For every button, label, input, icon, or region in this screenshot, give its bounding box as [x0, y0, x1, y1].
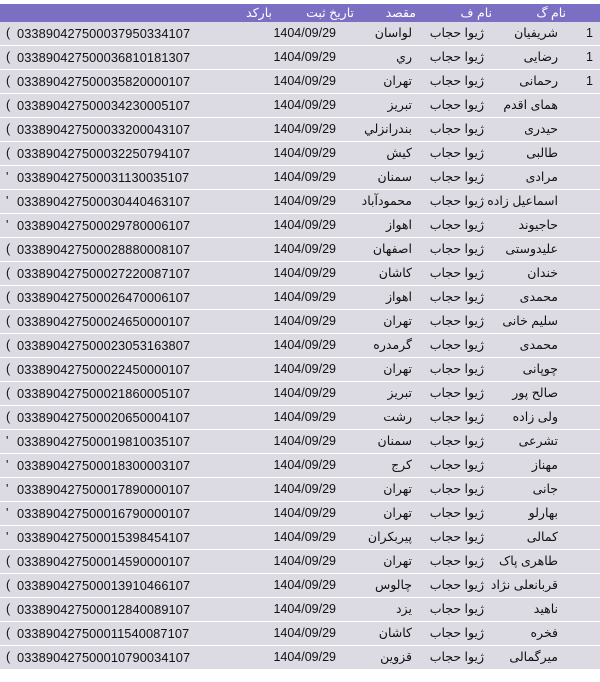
- cell-last-name[interactable]: حیدری: [524, 122, 558, 136]
- table-row[interactable]: [0, 214, 600, 238]
- cell-reg-date[interactable]: 1404/09/29: [273, 50, 336, 64]
- cell-reg-date[interactable]: 1404/09/29: [273, 650, 336, 664]
- cell-right-fragment[interactable]: [586, 166, 600, 189]
- cell-destination[interactable]: کاشان: [378, 626, 412, 640]
- table-row[interactable]: [0, 142, 600, 166]
- cell-reg-date[interactable]: 1404/09/29: [273, 434, 336, 448]
- cell-destination[interactable]: یزد: [396, 602, 412, 616]
- cell-destination[interactable]: بندرانزلي: [364, 122, 412, 136]
- cell-destination[interactable]: اهواز: [385, 218, 412, 232]
- table-row[interactable]: [0, 94, 600, 118]
- cell-barcode[interactable]: 033890427500027220087107: [17, 266, 191, 281]
- cell-reg-date[interactable]: 1404/09/29: [273, 410, 336, 424]
- cell-edge-fragment[interactable]: ': [6, 530, 9, 544]
- cell-barcode[interactable]: 033890427500036810181307: [17, 50, 191, 65]
- cell-destination[interactable]: تهران: [383, 506, 412, 520]
- cell-reg-date[interactable]: 1404/09/29: [273, 530, 336, 544]
- cell-edge-fragment[interactable]: (: [6, 314, 11, 328]
- cell-first-name[interactable]: ژیوا حجاب: [429, 458, 484, 472]
- cell-right-fragment[interactable]: [586, 406, 600, 429]
- cell-last-name[interactable]: ناهید: [533, 602, 558, 616]
- cell-reg-date[interactable]: 1404/09/29: [273, 242, 336, 256]
- cell-first-name[interactable]: ژیوا حجاب: [429, 386, 484, 400]
- cell-edge-fragment[interactable]: (: [6, 26, 11, 40]
- cell-first-name[interactable]: ژیوا حجاب: [429, 362, 484, 376]
- cell-right-fragment[interactable]: [586, 94, 600, 117]
- cell-last-name[interactable]: حاجیوند: [518, 218, 558, 232]
- cell-edge-fragment[interactable]: ': [6, 434, 9, 448]
- cell-destination[interactable]: پیربکران: [367, 530, 412, 544]
- cell-barcode[interactable]: 033890427500026470006107: [17, 290, 191, 305]
- cell-right-fragment[interactable]: [586, 646, 600, 669]
- table-row[interactable]: [0, 286, 600, 310]
- cell-edge-fragment[interactable]: (: [6, 410, 11, 424]
- cell-right-fragment[interactable]: [586, 214, 600, 237]
- cell-reg-date[interactable]: 1404/09/29: [273, 482, 336, 496]
- cell-right-fragment[interactable]: [586, 334, 600, 357]
- cell-barcode[interactable]: 033890427500017890000107: [17, 482, 191, 497]
- cell-first-name[interactable]: ژیوا حجاب: [429, 146, 484, 160]
- table-row[interactable]: [0, 46, 600, 70]
- cell-first-name[interactable]: ژیوا حجاب: [429, 290, 484, 304]
- cell-last-name[interactable]: علیدوستی: [505, 242, 558, 256]
- cell-edge-fragment[interactable]: ': [6, 506, 9, 520]
- cell-right-fragment[interactable]: [586, 574, 600, 597]
- cell-last-name[interactable]: جانی: [532, 482, 558, 496]
- cell-right-fragment[interactable]: [586, 238, 600, 261]
- cell-reg-date[interactable]: 1404/09/29: [273, 554, 336, 568]
- cell-edge-fragment[interactable]: (: [6, 362, 11, 376]
- cell-destination[interactable]: قزوین: [380, 650, 412, 664]
- table-body: [0, 22, 600, 670]
- cell-right-fragment[interactable]: [586, 262, 600, 285]
- cell-first-name[interactable]: ژیوا حجاب: [429, 410, 484, 424]
- cell-reg-date[interactable]: 1404/09/29: [273, 338, 336, 352]
- table-header: [0, 4, 600, 22]
- cell-barcode[interactable]: 033890427500023053163807: [17, 338, 191, 353]
- cell-edge-fragment[interactable]: (: [6, 74, 11, 88]
- cell-first-name[interactable]: ژیوا حجاب: [429, 482, 484, 496]
- cell-edge-fragment[interactable]: (: [6, 146, 11, 160]
- cell-last-name[interactable]: محمدی: [519, 290, 558, 304]
- cell-right-fragment[interactable]: [586, 598, 600, 621]
- cell-destination[interactable]: سمنان: [377, 434, 412, 448]
- cell-barcode[interactable]: 033890427500028880008107: [17, 242, 191, 257]
- cell-barcode[interactable]: 033890427500029780006107: [17, 218, 191, 233]
- cell-destination[interactable]: تبریز: [387, 386, 412, 400]
- cell-right-fragment[interactable]: [586, 430, 600, 453]
- cell-last-name[interactable]: فخره: [530, 626, 558, 640]
- cell-edge-fragment[interactable]: (: [6, 554, 11, 568]
- cell-destination[interactable]: تهران: [383, 362, 412, 376]
- cell-first-name[interactable]: ژیوا حجاب: [429, 170, 484, 184]
- table-row[interactable]: [0, 526, 600, 550]
- cell-edge-fragment[interactable]: (: [6, 290, 11, 304]
- table-row[interactable]: [0, 118, 600, 142]
- cell-barcode[interactable]: 033890427500034230005107: [17, 98, 191, 113]
- header-first-name[interactable]: نام ف: [460, 6, 492, 20]
- table-row[interactable]: [0, 502, 600, 526]
- cell-right-fragment[interactable]: [586, 622, 600, 645]
- cell-first-name[interactable]: ژیوا حجاب: [429, 602, 484, 616]
- table-row[interactable]: [0, 190, 600, 214]
- table-row[interactable]: [0, 238, 600, 262]
- cell-last-name[interactable]: قربانعلی نژاد: [490, 578, 558, 592]
- cell-reg-date[interactable]: 1404/09/29: [273, 386, 336, 400]
- cell-barcode[interactable]: 033890427500018300003107: [17, 458, 191, 473]
- cell-edge-fragment[interactable]: (: [6, 626, 11, 640]
- table-row[interactable]: [0, 334, 600, 358]
- cell-destination[interactable]: کرج: [391, 458, 412, 472]
- header-destination[interactable]: مقصد: [385, 6, 416, 20]
- table-row[interactable]: [0, 430, 600, 454]
- cell-first-name[interactable]: ژیوا حجاب: [429, 26, 484, 40]
- cell-barcode[interactable]: 033890427500011540087107: [17, 626, 190, 641]
- cell-barcode[interactable]: 033890427500032250794107: [17, 146, 191, 161]
- cell-edge-fragment[interactable]: (: [6, 338, 11, 352]
- cell-barcode[interactable]: 033890427500031130035107: [17, 170, 190, 185]
- cell-right-fragment[interactable]: [586, 382, 600, 405]
- cell-right-fragment[interactable]: [586, 478, 600, 501]
- cell-first-name[interactable]: ژیوا حجاب: [429, 50, 484, 64]
- cell-reg-date[interactable]: 1404/09/29: [273, 194, 336, 208]
- table-row[interactable]: [0, 454, 600, 478]
- cell-edge-fragment[interactable]: ': [6, 458, 9, 472]
- cell-reg-date[interactable]: 1404/09/29: [273, 626, 336, 640]
- cell-last-name[interactable]: صالح پور: [512, 386, 558, 400]
- table-row[interactable]: [0, 358, 600, 382]
- cell-barcode[interactable]: 033890427500021860005107: [17, 386, 191, 401]
- cell-reg-date[interactable]: 1404/09/29: [273, 458, 336, 472]
- cell-reg-date[interactable]: 1404/09/29: [273, 98, 336, 112]
- cell-last-name[interactable]: طالبی: [526, 146, 558, 160]
- table-row[interactable]: [0, 598, 600, 622]
- cell-barcode[interactable]: 033890427500015398454107: [17, 530, 191, 545]
- cell-destination[interactable]: اهواز: [385, 290, 412, 304]
- cell-reg-date[interactable]: 1404/09/29: [273, 122, 336, 136]
- cell-last-name[interactable]: مهناز: [531, 458, 558, 472]
- cell-right-fragment[interactable]: [586, 550, 600, 573]
- cell-destination[interactable]: ري: [396, 50, 412, 64]
- cell-barcode[interactable]: 033890427500012840089107: [17, 602, 191, 617]
- cell-barcode[interactable]: 033890427500037950334107: [17, 26, 191, 41]
- cell-reg-date[interactable]: 1404/09/29: [273, 290, 336, 304]
- cell-first-name[interactable]: ژیوا حجاب: [429, 578, 484, 592]
- cell-reg-date[interactable]: 1404/09/29: [273, 506, 336, 520]
- cell-barcode[interactable]: 033890427500014590000107: [17, 554, 191, 569]
- cell-barcode[interactable]: 033890427500020650004107: [17, 410, 191, 425]
- cell-destination[interactable]: تبریز: [387, 98, 412, 112]
- table-row[interactable]: [0, 70, 600, 94]
- cell-edge-fragment[interactable]: (: [6, 578, 11, 592]
- cell-barcode[interactable]: 033890427500010790034107: [17, 650, 191, 665]
- cell-first-name[interactable]: ژیوا حجاب: [429, 194, 484, 208]
- cell-first-name[interactable]: ژیوا حجاب: [429, 98, 484, 112]
- cell-edge-fragment[interactable]: (: [6, 98, 11, 112]
- cell-reg-date[interactable]: 1404/09/29: [273, 74, 336, 88]
- cell-right-fragment[interactable]: [586, 190, 600, 213]
- cell-last-name[interactable]: تشرعی: [518, 434, 558, 448]
- cell-destination[interactable]: تهران: [383, 314, 412, 328]
- cell-reg-date[interactable]: 1404/09/29: [273, 602, 336, 616]
- cell-right-fragment[interactable]: [586, 454, 600, 477]
- cell-destination[interactable]: محمودآباد: [361, 194, 412, 208]
- cell-last-name[interactable]: ولی زاده: [512, 410, 558, 424]
- cell-edge-fragment[interactable]: (: [6, 50, 11, 64]
- cell-last-name[interactable]: چوپانی: [522, 362, 558, 376]
- cell-reg-date[interactable]: 1404/09/29: [273, 218, 336, 232]
- cell-barcode[interactable]: 033890427500013910466107: [17, 578, 191, 593]
- cell-first-name[interactable]: ژیوا حجاب: [429, 506, 484, 520]
- cell-first-name[interactable]: ژیوا حجاب: [429, 314, 484, 328]
- table-row[interactable]: [0, 646, 600, 670]
- cell-reg-date[interactable]: 1404/09/29: [273, 26, 336, 40]
- table-row[interactable]: [0, 262, 600, 286]
- cell-edge-fragment[interactable]: ': [6, 170, 9, 184]
- cell-right-fragment[interactable]: [586, 118, 600, 141]
- table-row[interactable]: [0, 382, 600, 406]
- cell-destination[interactable]: تهران: [383, 554, 412, 568]
- cell-first-name[interactable]: ژیوا حجاب: [429, 554, 484, 568]
- cell-edge-fragment[interactable]: ': [6, 482, 9, 496]
- cell-destination[interactable]: رشت: [383, 410, 412, 424]
- cell-first-name[interactable]: ژیوا حجاب: [429, 266, 484, 280]
- header-last-name[interactable]: نام گ: [536, 6, 566, 20]
- table-row[interactable]: [0, 574, 600, 598]
- cell-first-name[interactable]: ژیوا حجاب: [429, 242, 484, 256]
- cell-last-name[interactable]: طاهری پاک: [499, 554, 558, 568]
- cell-last-name[interactable]: میرگمالی: [509, 650, 558, 664]
- cell-last-name[interactable]: بهارلو: [528, 506, 558, 520]
- cell-edge-fragment[interactable]: (: [6, 122, 11, 136]
- cell-reg-date[interactable]: 1404/09/29: [273, 146, 336, 160]
- cell-first-name[interactable]: ژیوا حجاب: [429, 122, 484, 136]
- cell-destination[interactable]: اصفهان: [372, 242, 412, 256]
- shipment-table: [0, 4, 600, 670]
- cell-destination[interactable]: گرمدره: [373, 338, 412, 352]
- cell-first-name[interactable]: ژیوا حجاب: [429, 338, 484, 352]
- table-row[interactable]: [0, 550, 600, 574]
- cell-destination[interactable]: تهران: [383, 74, 412, 88]
- cell-last-name[interactable]: محمدی: [519, 338, 558, 352]
- cell-right-fragment[interactable]: 1: [586, 74, 593, 88]
- cell-barcode[interactable]: 033890427500030440463107: [17, 194, 191, 209]
- cell-destination[interactable]: سمنان: [377, 170, 412, 184]
- cell-last-name[interactable]: اسماعیل زاده: [487, 194, 558, 208]
- cell-right-fragment[interactable]: [586, 526, 600, 549]
- table-row[interactable]: [0, 406, 600, 430]
- cell-first-name[interactable]: ژیوا حجاب: [429, 626, 484, 640]
- cell-edge-fragment[interactable]: (: [6, 242, 11, 256]
- table-row[interactable]: [0, 166, 600, 190]
- table-row[interactable]: [0, 622, 600, 646]
- cell-first-name[interactable]: ژیوا حجاب: [429, 530, 484, 544]
- cell-barcode[interactable]: 033890427500024650000107: [17, 314, 191, 329]
- cell-right-fragment[interactable]: [586, 358, 600, 381]
- cell-first-name[interactable]: ژیوا حجاب: [429, 650, 484, 664]
- cell-right-fragment[interactable]: [586, 142, 600, 165]
- header-barcode[interactable]: بارکد: [246, 6, 272, 20]
- cell-right-fragment[interactable]: 1: [586, 50, 593, 64]
- cell-destination[interactable]: کاشان: [378, 266, 412, 280]
- cell-barcode[interactable]: 033890427500016790000107: [17, 506, 191, 521]
- cell-first-name[interactable]: ژیوا حجاب: [429, 74, 484, 88]
- cell-edge-fragment[interactable]: ': [6, 218, 9, 232]
- cell-last-name[interactable]: خندان: [527, 266, 558, 280]
- cell-first-name[interactable]: ژیوا حجاب: [429, 434, 484, 448]
- table-row[interactable]: [0, 310, 600, 334]
- cell-right-fragment[interactable]: [586, 286, 600, 309]
- cell-first-name[interactable]: ژیوا حجاب: [429, 218, 484, 232]
- cell-reg-date[interactable]: 1404/09/29: [273, 578, 336, 592]
- cell-barcode[interactable]: 033890427500033200043107: [17, 122, 191, 137]
- cell-reg-date[interactable]: 1404/09/29: [273, 266, 336, 280]
- cell-barcode[interactable]: 033890427500019810035107: [17, 434, 191, 449]
- header-reg-date[interactable]: تاریخ ثبت: [306, 6, 354, 20]
- cell-destination[interactable]: چالوس: [374, 578, 412, 592]
- cell-destination[interactable]: لواسان: [374, 26, 412, 40]
- table-row[interactable]: [0, 22, 600, 46]
- table-row[interactable]: [0, 478, 600, 502]
- cell-reg-date[interactable]: 1404/09/29: [273, 314, 336, 328]
- cell-last-name[interactable]: مرادی: [525, 170, 558, 184]
- cell-last-name[interactable]: رضایی: [523, 50, 558, 64]
- cell-edge-fragment[interactable]: ': [6, 194, 9, 208]
- cell-destination[interactable]: تهران: [383, 482, 412, 496]
- cell-right-fragment[interactable]: 1: [586, 26, 593, 40]
- cell-destination[interactable]: کیش: [386, 146, 412, 160]
- cell-right-fragment[interactable]: [586, 502, 600, 525]
- cell-reg-date[interactable]: 1404/09/29: [273, 170, 336, 184]
- cell-edge-fragment[interactable]: (: [6, 386, 11, 400]
- cell-edge-fragment[interactable]: (: [6, 650, 11, 664]
- cell-edge-fragment[interactable]: (: [6, 602, 11, 616]
- cell-last-name[interactable]: سلیم خانی: [502, 314, 558, 328]
- cell-last-name[interactable]: رحمانی: [519, 74, 558, 88]
- cell-last-name[interactable]: همای اقدم: [503, 98, 558, 112]
- cell-right-fragment[interactable]: [586, 310, 600, 333]
- cell-last-name[interactable]: کمالی: [526, 530, 558, 544]
- cell-barcode[interactable]: 033890427500035820000107: [17, 74, 191, 89]
- cell-reg-date[interactable]: 1404/09/29: [273, 362, 336, 376]
- cell-edge-fragment[interactable]: (: [6, 266, 11, 280]
- cell-barcode[interactable]: 033890427500022450000107: [17, 362, 191, 377]
- cell-last-name[interactable]: شریفیان: [514, 26, 558, 40]
